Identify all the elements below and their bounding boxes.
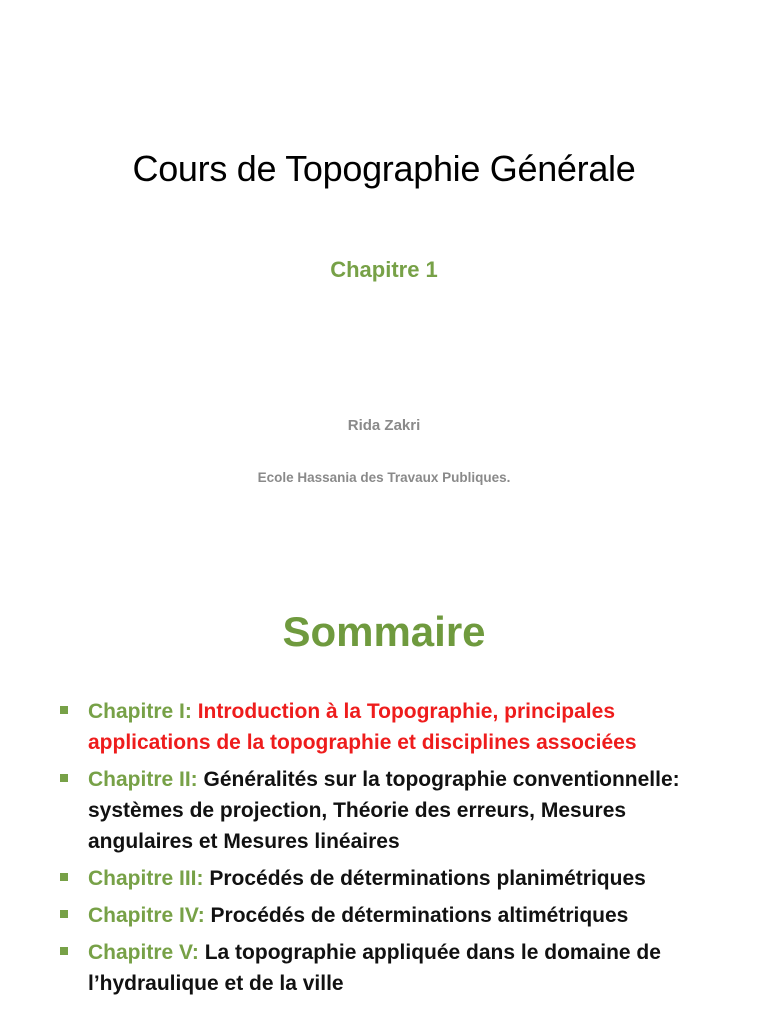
square-bullet-icon bbox=[60, 947, 68, 955]
toc-heading: Sommaire bbox=[282, 608, 486, 655]
toc-chapter-text: Introduction à la Topographie, principales applications de la topographie et disciplines associées bbox=[88, 700, 637, 754]
toc-chapter-label: Chapitre I: bbox=[88, 700, 192, 723]
toc-chapter-text: Procédés de déterminations planimétriques bbox=[209, 867, 646, 890]
toc-chapter-text: La topographie appliquée dans le domaine de l’hydraulique et de la ville bbox=[88, 941, 661, 995]
toc-item-chapter-1 bbox=[58, 696, 718, 758]
toc-chapter-label: Chapitre V: bbox=[88, 941, 199, 964]
chapter-subtitle: Chapitre 1 bbox=[330, 257, 438, 282]
toc-chapter-label: Chapitre III: bbox=[88, 867, 204, 890]
course-title: Cours de Topographie Générale bbox=[132, 148, 636, 189]
toc-chapter-text: Procédés de déterminations altimétriques bbox=[210, 904, 629, 927]
table-of-contents-slide bbox=[0, 560, 768, 1024]
toc-chapter-label: Chapitre II: bbox=[88, 768, 198, 791]
toc-item-chapter-2 bbox=[58, 764, 718, 857]
toc-item-chapter-3 bbox=[58, 863, 718, 894]
square-bullet-icon bbox=[60, 706, 68, 714]
toc-item-chapter-4 bbox=[58, 900, 718, 931]
toc-list bbox=[58, 696, 718, 1005]
author-name: Rida Zakri bbox=[347, 417, 421, 434]
square-bullet-icon bbox=[60, 774, 68, 782]
square-bullet-icon bbox=[60, 910, 68, 918]
square-bullet-icon bbox=[60, 873, 68, 881]
toc-chapter-text: Généralités sur la topographie conventionnelle: systèmes de projection, Théorie des erreurs, Mesures angulaires et Mesures linéaires bbox=[88, 768, 680, 853]
institution-name: Ecole Hassania des Travaux Publiques. bbox=[257, 470, 511, 485]
toc-item-chapter-5 bbox=[58, 937, 718, 999]
toc-chapter-label: Chapitre IV: bbox=[88, 904, 205, 927]
